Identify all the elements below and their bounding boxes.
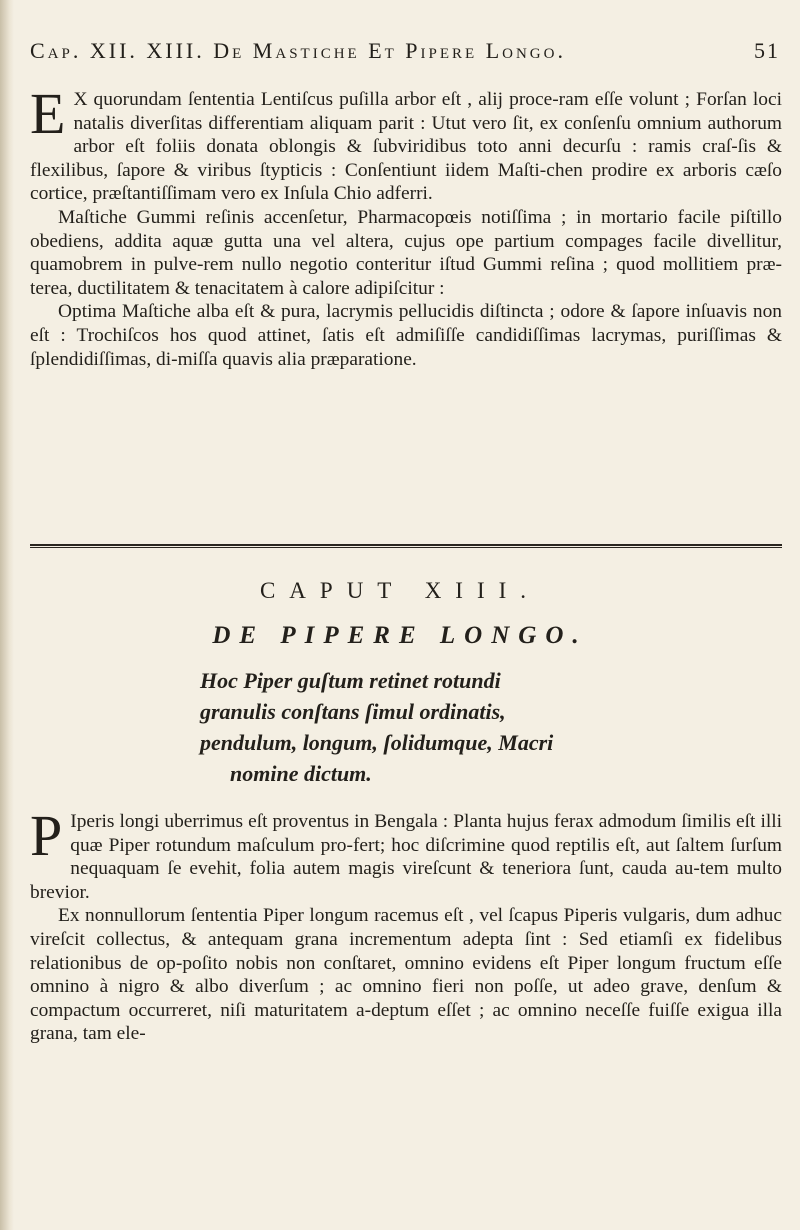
summary-line: Hoc Piper guſtum retinet rotundi <box>200 668 501 693</box>
paragraph: Maſtiche Gummi reſinis accenſetur, Pharmacopœis notiſſima ; in mortario facile piſtillo obediens, addita aquæ gutta una vel altera, cujus ope partium compages facile divellitur, quamobrem in pulve-rem nullo negotio conteritur iſtud Gummi reſina ; quod mollitiem præ-terea, ductilitatem & tenacitatem à calore adipiſcitur : <box>30 206 782 299</box>
page-gutter <box>0 0 14 1230</box>
running-head <box>30 38 780 64</box>
drop-cap: E <box>30 81 66 146</box>
summary-line: nomine dictum. <box>230 761 372 786</box>
summary-line: pendulum, longum, ſolidumque, Macri <box>200 730 554 755</box>
running-head-title: Cap. XII. XIII. De Mastiche Et Pipere Longo. <box>30 38 566 63</box>
chapter-xii-body <box>30 81 782 371</box>
paragraph <box>30 81 782 206</box>
chapter-summary <box>200 665 620 789</box>
drop-cap: P <box>30 803 63 868</box>
paragraph: Optima Maſtiche alba eſt & pura, lacrymis pellucidis diſtincta ; odore & ſapore inſuavis non eſt : Trochiſcos hos quod attinet, ſatis eſt admiſiſſe candidiſſimas lacrymas, puriſſimas & ſplendidiſſimas, di-miſſa quavis alia præparatione. <box>30 301 782 370</box>
paragraph <box>30 803 782 904</box>
paragraph-text: Iperis longi uberrimus eſt proventus in Bengala : Planta hujus ferax admodum ſimilis eſt illi quæ Piper rotundum maſculum pro-fert; hoc diſcrimine quod reptilis eſt, aut ſaltem ſurſum nequaquam ſe evehit, folia autem magis vireſcunt & teneriora ſunt, cauda au-tem multo brevior. <box>30 811 782 903</box>
chapter-heading: CAPUT XIII. <box>259 578 541 603</box>
summary-line: granulis conſtans ſimul ordinatis, <box>200 699 506 724</box>
paragraph: Ex nonnullorum ſententia Piper longum racemus eſt , vel ſcapus Piperis vulgaris, dum adhuc vireſcit collectus, & antequam grana incrementum adepta ſint : Sed etiamſi ex fidelibus relationibus de op-poſito nobis non conſtaret, omnino evidens eſt Piper longum fructum eſſe omnino à nigro & albo diverſum ; ac omnino fieri non poſſe, ut adeo grave, denſum & compactum occurreret, niſi maturitatem a-deptum eſſet ; ac omnino neceſſe fuiſſe exigua illa grana, tam ele- <box>30 905 782 1045</box>
chapter-xiii-body <box>30 803 782 1046</box>
chapter-title: DE PIPERE LONGO. <box>212 622 588 649</box>
paragraph-text: X quorundam ſententia Lentiſcus puſilla arbor eſt , alij proce-ram eſſe volunt ; Forſan loci natalis diverſitas differentiam aliquam parit : Utut vero ſit, ex conſenſu omnium authorum arbor eſt foliis donata oblongis & ſubviridibus toto anni decurſu : ramis craſ-ſis & flexilibus, ſapore & viribus ſtypticis : Conſentiunt iidem Maſti-chen prodire ex arboris cæſo cortice, præſtantiſſimam vero ex Inſula Chio adferri. <box>30 89 782 205</box>
page-number: 51 <box>754 38 780 63</box>
section-divider <box>30 544 782 548</box>
